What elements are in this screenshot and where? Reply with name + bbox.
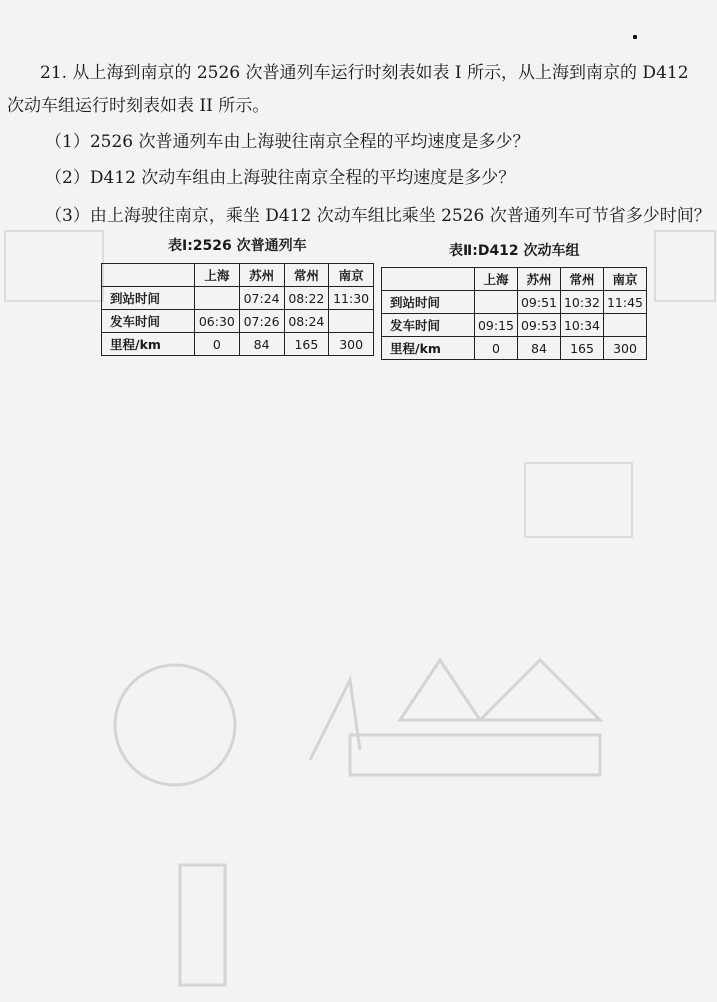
table-cell: 11:30: [329, 287, 374, 310]
table-row-header: 到站时间: [102, 287, 195, 310]
table-cell: 07:26: [239, 310, 284, 333]
bleed-box-left: [4, 230, 104, 302]
question-line-2: 次动车组运行时刻表如表 II 所示。: [7, 96, 270, 116]
table-column-header: 南京: [604, 268, 647, 291]
table-cell: [102, 264, 195, 287]
question-line-1: 21. 从上海到南京的 2526 次普通列车运行时刻表如表 I 所示，从上海到南京的 D412: [40, 63, 689, 83]
bleed-figures: [60, 640, 660, 1000]
table-cell: 06:30: [195, 310, 240, 333]
question-part-2: （2）D412 次动车组由上海驶往南京全程的平均速度是多少？: [45, 168, 516, 188]
question-part-3: （3）由上海驶往南京，乘坐 D412 次动车组比乘坐 2526 次普通列车可节省多少时间？: [45, 206, 711, 226]
table-row: [382, 314, 647, 337]
table-cell: [475, 291, 518, 314]
table-cell: [195, 287, 240, 310]
table-header-row: [102, 264, 374, 287]
ink-speck: [633, 35, 637, 39]
table-cell: 08:22: [284, 287, 329, 310]
table-column-header: 苏州: [239, 264, 284, 287]
table-cell: 84: [518, 337, 561, 360]
table-column-header: 南京: [329, 264, 374, 287]
table-row-header: 发车时间: [382, 314, 475, 337]
table-column-header: 常州: [284, 264, 329, 287]
table-cell: 10:32: [561, 291, 604, 314]
table-cell: 0: [195, 333, 240, 356]
table-row-header: 里程/km: [382, 337, 475, 360]
table-cell: [382, 268, 475, 291]
table-row: [382, 291, 647, 314]
table-column-header: 上海: [195, 264, 240, 287]
table-header-row: [382, 268, 647, 291]
table-row-header: 里程/km: [102, 333, 195, 356]
table-cell: 0: [475, 337, 518, 360]
table-row-header: 发车时间: [102, 310, 195, 333]
table-row: [382, 337, 647, 360]
table-cell: 165: [561, 337, 604, 360]
table-cell: 10:34: [561, 314, 604, 337]
bleed-box-right: [654, 230, 716, 302]
bleed-score-box: [524, 462, 633, 538]
table-row: [102, 310, 374, 333]
table2-timetable: [381, 267, 647, 360]
table-cell: 300: [604, 337, 647, 360]
table-row-header: 到站时间: [382, 291, 475, 314]
table-cell: [329, 310, 374, 333]
table-cell: 84: [239, 333, 284, 356]
table-cell: 300: [329, 333, 374, 356]
table-cell: 08:24: [284, 310, 329, 333]
table-row: [102, 287, 374, 310]
table2-caption: 表Ⅱ:D412 次动车组: [449, 243, 580, 259]
table-column-header: 常州: [561, 268, 604, 291]
table-cell: 11:45: [604, 291, 647, 314]
table-cell: 09:51: [518, 291, 561, 314]
table-column-header: 上海: [475, 268, 518, 291]
table-cell: 09:53: [518, 314, 561, 337]
table1-timetable: [101, 263, 374, 356]
table-row: [102, 333, 374, 356]
table-cell: [604, 314, 647, 337]
table-cell: 07:24: [239, 287, 284, 310]
table1-caption: 表Ⅰ:2526 次普通列车: [168, 238, 307, 254]
question-part-1: （1）2526 次普通列车由上海驶往南京全程的平均速度是多少？: [45, 132, 530, 152]
table-column-header: 苏州: [518, 268, 561, 291]
table-cell: 09:15: [475, 314, 518, 337]
table-cell: 165: [284, 333, 329, 356]
